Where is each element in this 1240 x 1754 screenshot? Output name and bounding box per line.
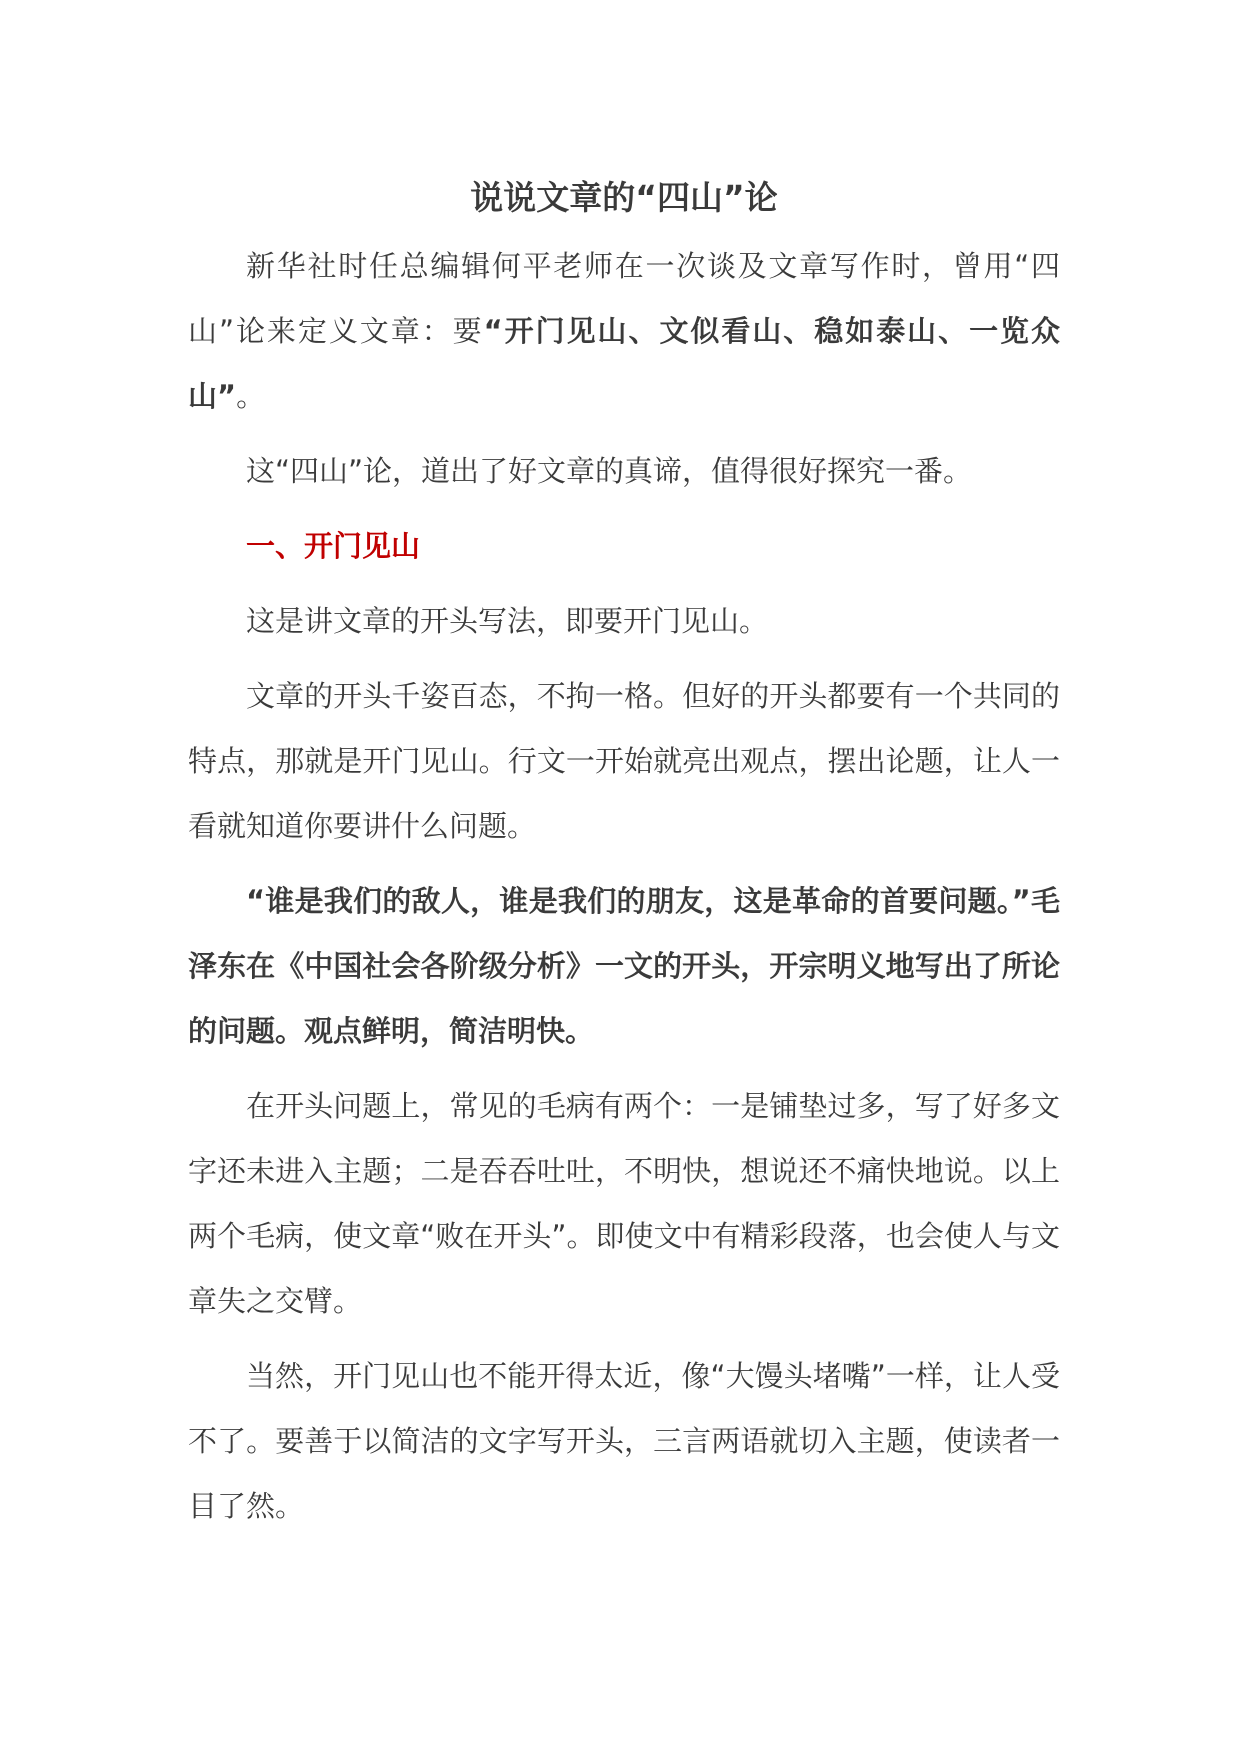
section-intro-paragraph: 这是讲文章的开头写法，即要开门见山。 (246, 604, 769, 638)
document-page (188, 170, 1060, 1549)
intro-lead-text: 新华社时任总编辑何平老师在一次谈及文章写作时，曾用“四山”论来定义文章：要 (188, 249, 1060, 348)
opening-styles-paragraph: 文章的开头千姿百态，不拘一格。但好的开头都要有一个共同的特点，那就是开门见山。行文一开始就亮出观点，摆出论题，让人一看就知道你要讲什么问题。 (188, 679, 1060, 843)
summary-paragraph: 这“四山”论，道出了好文章的真谛，值得很好探究一番。 (246, 454, 973, 488)
common-faults-paragraph: 在开头问题上，常见的毛病有两个：一是铺垫过多，写了好多文字还未进入主题；二是吞吞吐吐，不明快，想说还不痛快地说。以上两个毛病，使文章“败在开头”。即使文中有精彩段落，也会使人与文章失之交臂。 (188, 1089, 1060, 1318)
document-title: 说说文章的“四山”论 (470, 178, 778, 217)
mao-quote-paragraph: “谁是我们的敌人，谁是我们的朋友，这是革命的首要问题。”毛泽东在《中国社会各阶级分析》一文的开头，开宗明义地写出了所论的问题。观点鲜明，简洁明快。 (188, 884, 1060, 1048)
four-mountains-emphasis: “开门见山、文似看山、稳如泰山、一览众山” (188, 314, 1060, 413)
intro-paragraph (188, 234, 1060, 429)
conclusion-paragraph: 当然，开门见山也不能开得太近，像“大馒头堵嘴”一样，让人受不了。要善于以简洁的文字写开头，三言两语就切入主题，使读者一目了然。 (188, 1359, 1060, 1523)
section-heading-kaimen: 一、开门见山 (246, 529, 421, 563)
intro-end-text: 。 (236, 379, 266, 413)
